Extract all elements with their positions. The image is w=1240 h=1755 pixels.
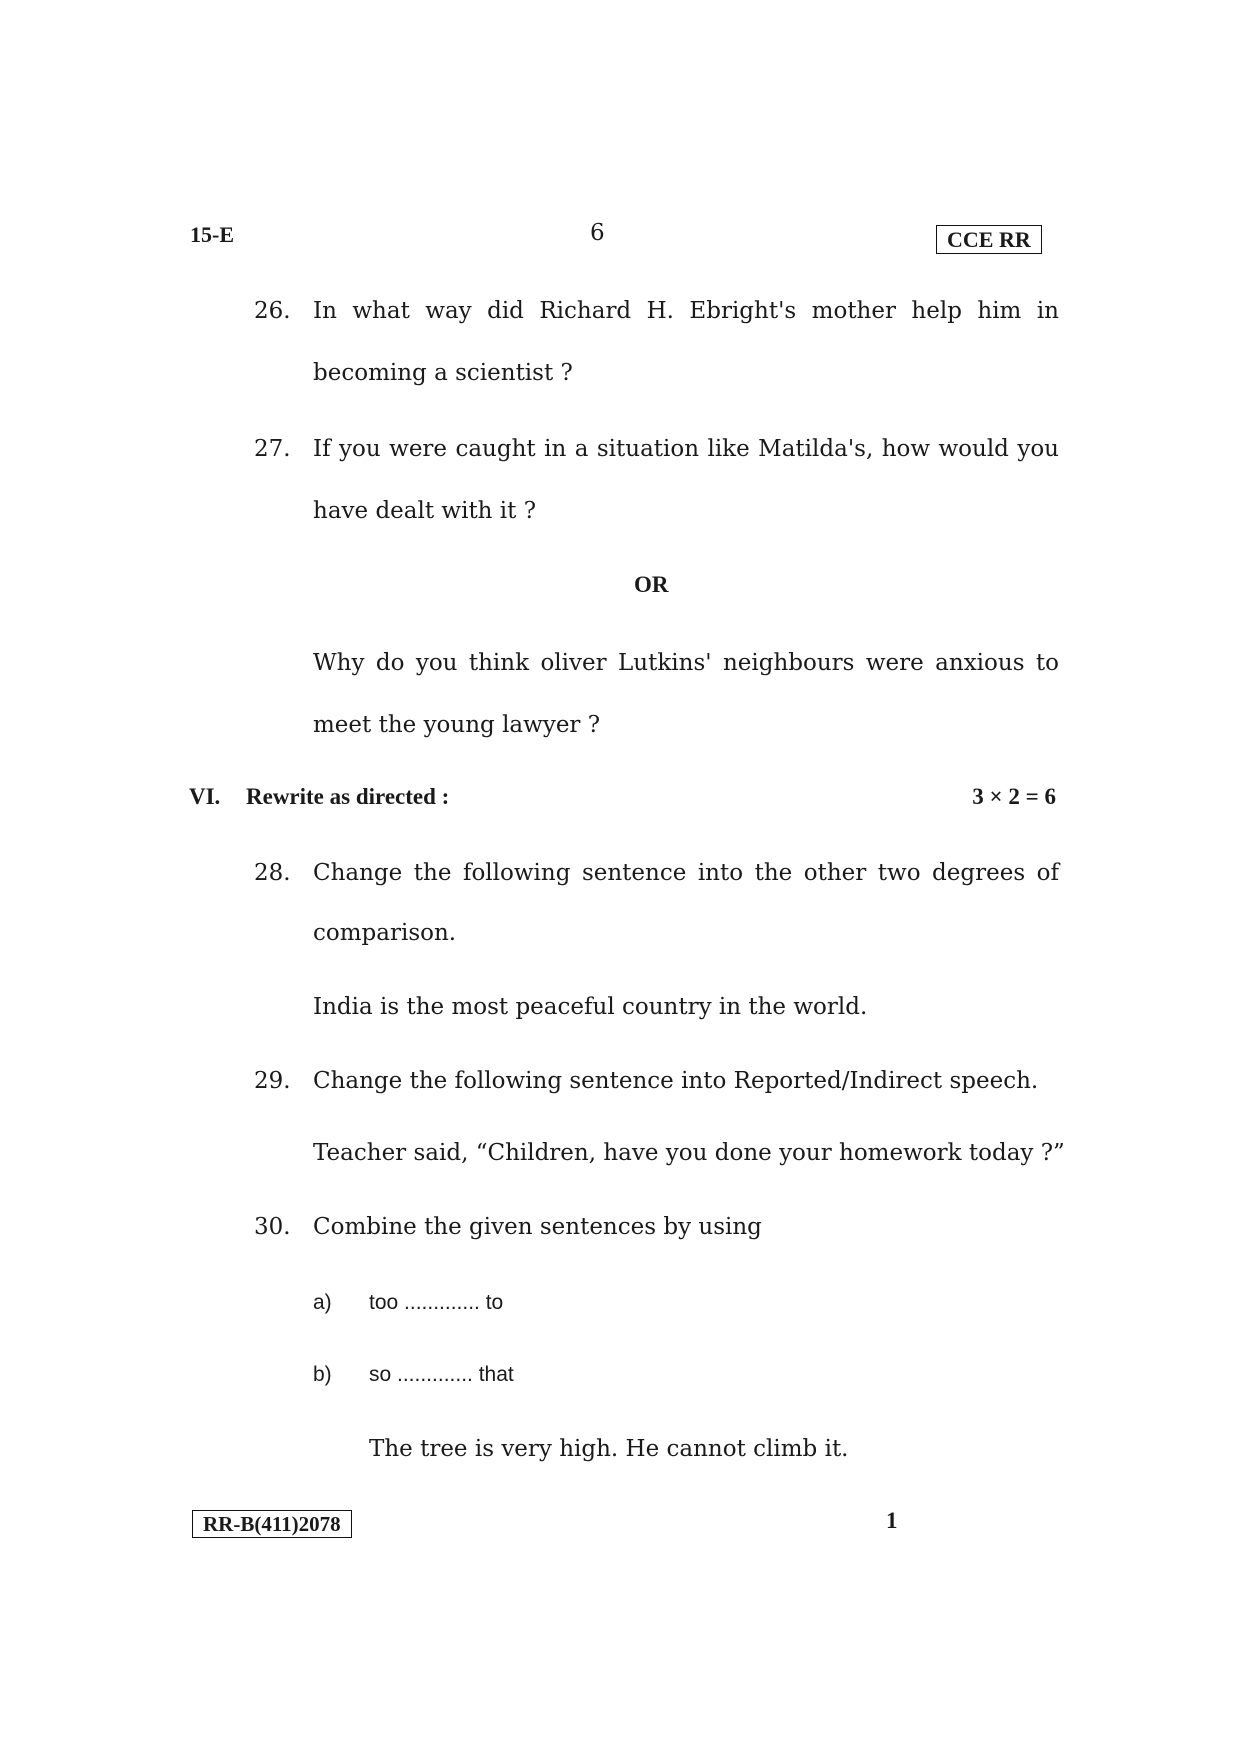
- question-27-alt-line1: Why do you think oliver Lutkins' neighbours were anxious to: [313, 650, 1059, 676]
- or-label: OR: [634, 572, 669, 597]
- option-b-text: so ............. that: [369, 1363, 514, 1386]
- question-27-alt-line2: meet the young lawyer ?: [313, 712, 601, 738]
- option-b-label: b): [313, 1363, 332, 1386]
- question-28-sentence: India is the most peaceful country in the world.: [313, 994, 868, 1020]
- footer-number: 1: [886, 1508, 898, 1533]
- question-27-line2: have dealt with it ?: [313, 498, 537, 524]
- header-right-code: CCE RR: [936, 225, 1042, 254]
- question-26-number: 26.: [254, 298, 291, 324]
- question-26-line1: In what way did Richard H. Ebright's mother help him in: [313, 298, 1059, 324]
- question-30-line1: Combine the given sentences by using: [313, 1214, 762, 1240]
- question-29-sentence: Teacher said, “Children, have you done your homework today ?”: [313, 1140, 1065, 1166]
- question-29-number: 29.: [254, 1068, 291, 1094]
- footer-code: RR-B(411)2078: [192, 1510, 352, 1538]
- option-a-text: too ............. to: [369, 1291, 504, 1314]
- question-30-sentence: The tree is very high. He cannot climb it.: [369, 1436, 849, 1462]
- section-vi-title: Rewrite as directed :: [246, 784, 450, 809]
- question-28-number: 28.: [254, 860, 291, 886]
- header-page-number: 6: [590, 220, 605, 246]
- option-a-label: a): [313, 1291, 332, 1314]
- question-29-line1: Change the following sentence into Reported/Indirect speech.: [313, 1068, 1039, 1094]
- section-vi-numeral: VI.: [189, 784, 221, 809]
- question-27-line1: If you were caught in a situation like Matilda's, how would you: [313, 436, 1059, 462]
- question-26-line2: becoming a scientist ?: [313, 360, 573, 386]
- question-28-line1: Change the following sentence into the other two degrees of: [313, 860, 1059, 886]
- question-27-number: 27.: [254, 436, 291, 462]
- question-28-line2: comparison.: [313, 920, 457, 946]
- question-30-number: 30.: [254, 1214, 291, 1240]
- header-left-code: 15-E: [190, 222, 234, 247]
- section-vi-marks: 3 × 2 = 6: [972, 784, 1056, 809]
